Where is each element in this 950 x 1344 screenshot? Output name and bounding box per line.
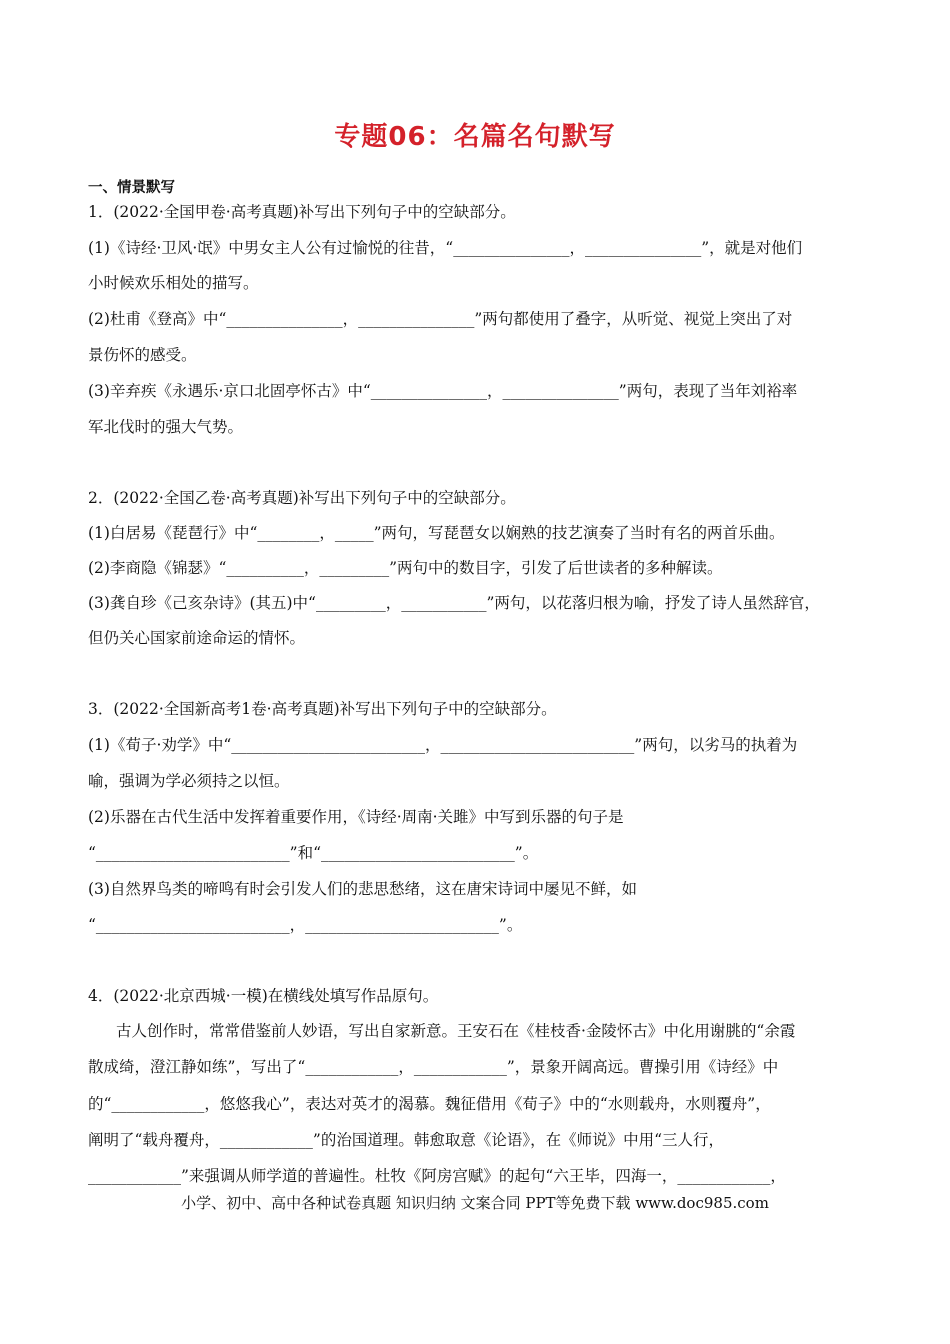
q2-item3-line2: 但仍关心国家前途命运的情怀。 xyxy=(88,629,306,647)
q3-item2-line1: (2)乐器在古代生活中发挥着重要作用，《诗经·周南·关雎》中写到乐器的句子是 xyxy=(88,808,624,826)
q4-passage-line2: 散成绮，澄江静如练”，写出了“____________，____________”，景象开阔高远。曹操引用《诗经》中 xyxy=(88,1058,779,1076)
q1-item3-line2: 军北伐时的强大气势。 xyxy=(88,418,244,436)
q2-item2: (2)李商隐《锦瑟》“__________，_________”两句中的数目字，引发了后世读者的多种解读。 xyxy=(88,559,723,577)
q3-stem: 3．(2022·全国新高考1卷·高考真题)补写出下列句子中的空缺部分。 xyxy=(88,700,557,718)
q4-passage-line1: 古人创作时，常常借鉴前人妙语，写出自家新意。王安石在《桂枝香·金陵怀古》中化用谢朓的“余霞 xyxy=(116,1022,796,1040)
q3-item2-line2: “_________________________”和“_________________________”。 xyxy=(88,844,539,862)
q3-item1-line1: (1)《荀子·劝学》中“_________________________，_________________________”两句，以劣马的执着为 xyxy=(88,736,798,754)
q1-stem: 1．(2022·全国甲卷·高考真题)补写出下列句子中的空缺部分。 xyxy=(88,203,516,221)
page-footer: 小学、初中、高中各种试卷真题 知识归纳 文案合同 PPT等免费下载 www.doc985.com xyxy=(181,1194,769,1212)
q1-item3-line1: (3)辛弃疾《永遇乐·京口北固亭怀古》中“_______________，_______________”两句，表现了当年刘裕率 xyxy=(88,382,798,400)
q1-item1-line2: 小时候欢乐相处的描写。 xyxy=(88,274,259,292)
q2-item3-line1: (3)龚自珍《己亥杂诗》(其五)中“_________，___________”两句，以花落归根为喻，抒发了诗人虽然辞官， xyxy=(88,594,820,612)
q3-item3-line2: “_________________________，_________________________”。 xyxy=(88,916,523,934)
q4-passage-line5: ____________”来强调从师学道的普遍性。杜牧《阿房宫赋》的起句“六王毕，四海一，____________， xyxy=(88,1167,786,1185)
q1-item2-line1: (2)杜甫《登高》中“_______________，_______________”两句都使用了叠字，从听觉、视觉上突出了对 xyxy=(88,310,793,328)
q4-passage-line3: 的“____________，悠悠我心”，表达对英才的渴慕。魏征借用《荀子》中的“水则载舟，水则覆舟”， xyxy=(88,1095,771,1113)
q3-item1-line2: 喻，强调为学必须持之以恒。 xyxy=(88,772,290,790)
q1-item1-line1: (1)《诗经·卫风·氓》中男女主人公有过愉悦的往昔，“_______________，_______________”，就是对他们 xyxy=(88,239,803,257)
q4-stem: 4．(2022·北京西城·一模)在横线处填写作品原句。 xyxy=(88,987,439,1005)
q1-item2-line2: 景伤怀的感受。 xyxy=(88,346,197,364)
q3-item3-line1: (3)自然界鸟类的啼鸣有时会引发人们的悲思愁绪，这在唐宋诗词中屡见不鲜，如 xyxy=(88,880,637,898)
q4-passage-line4: 阐明了“载舟覆舟，____________”的治国道理。韩愈取意《论语》，在《师说》中用“三人行， xyxy=(88,1131,725,1149)
q2-stem: 2．(2022·全国乙卷·高考真题)补写出下列句子中的空缺部分。 xyxy=(88,489,516,507)
section-heading: 一、情景默写 xyxy=(88,180,175,196)
q2-item1: (1)白居易《琵琶行》中“________，_____”两句，写琵琶女以娴熟的技艺演奏了当时有名的两首乐曲。 xyxy=(88,524,785,542)
page-title: 专题06：名篇名句默写 xyxy=(334,122,616,152)
